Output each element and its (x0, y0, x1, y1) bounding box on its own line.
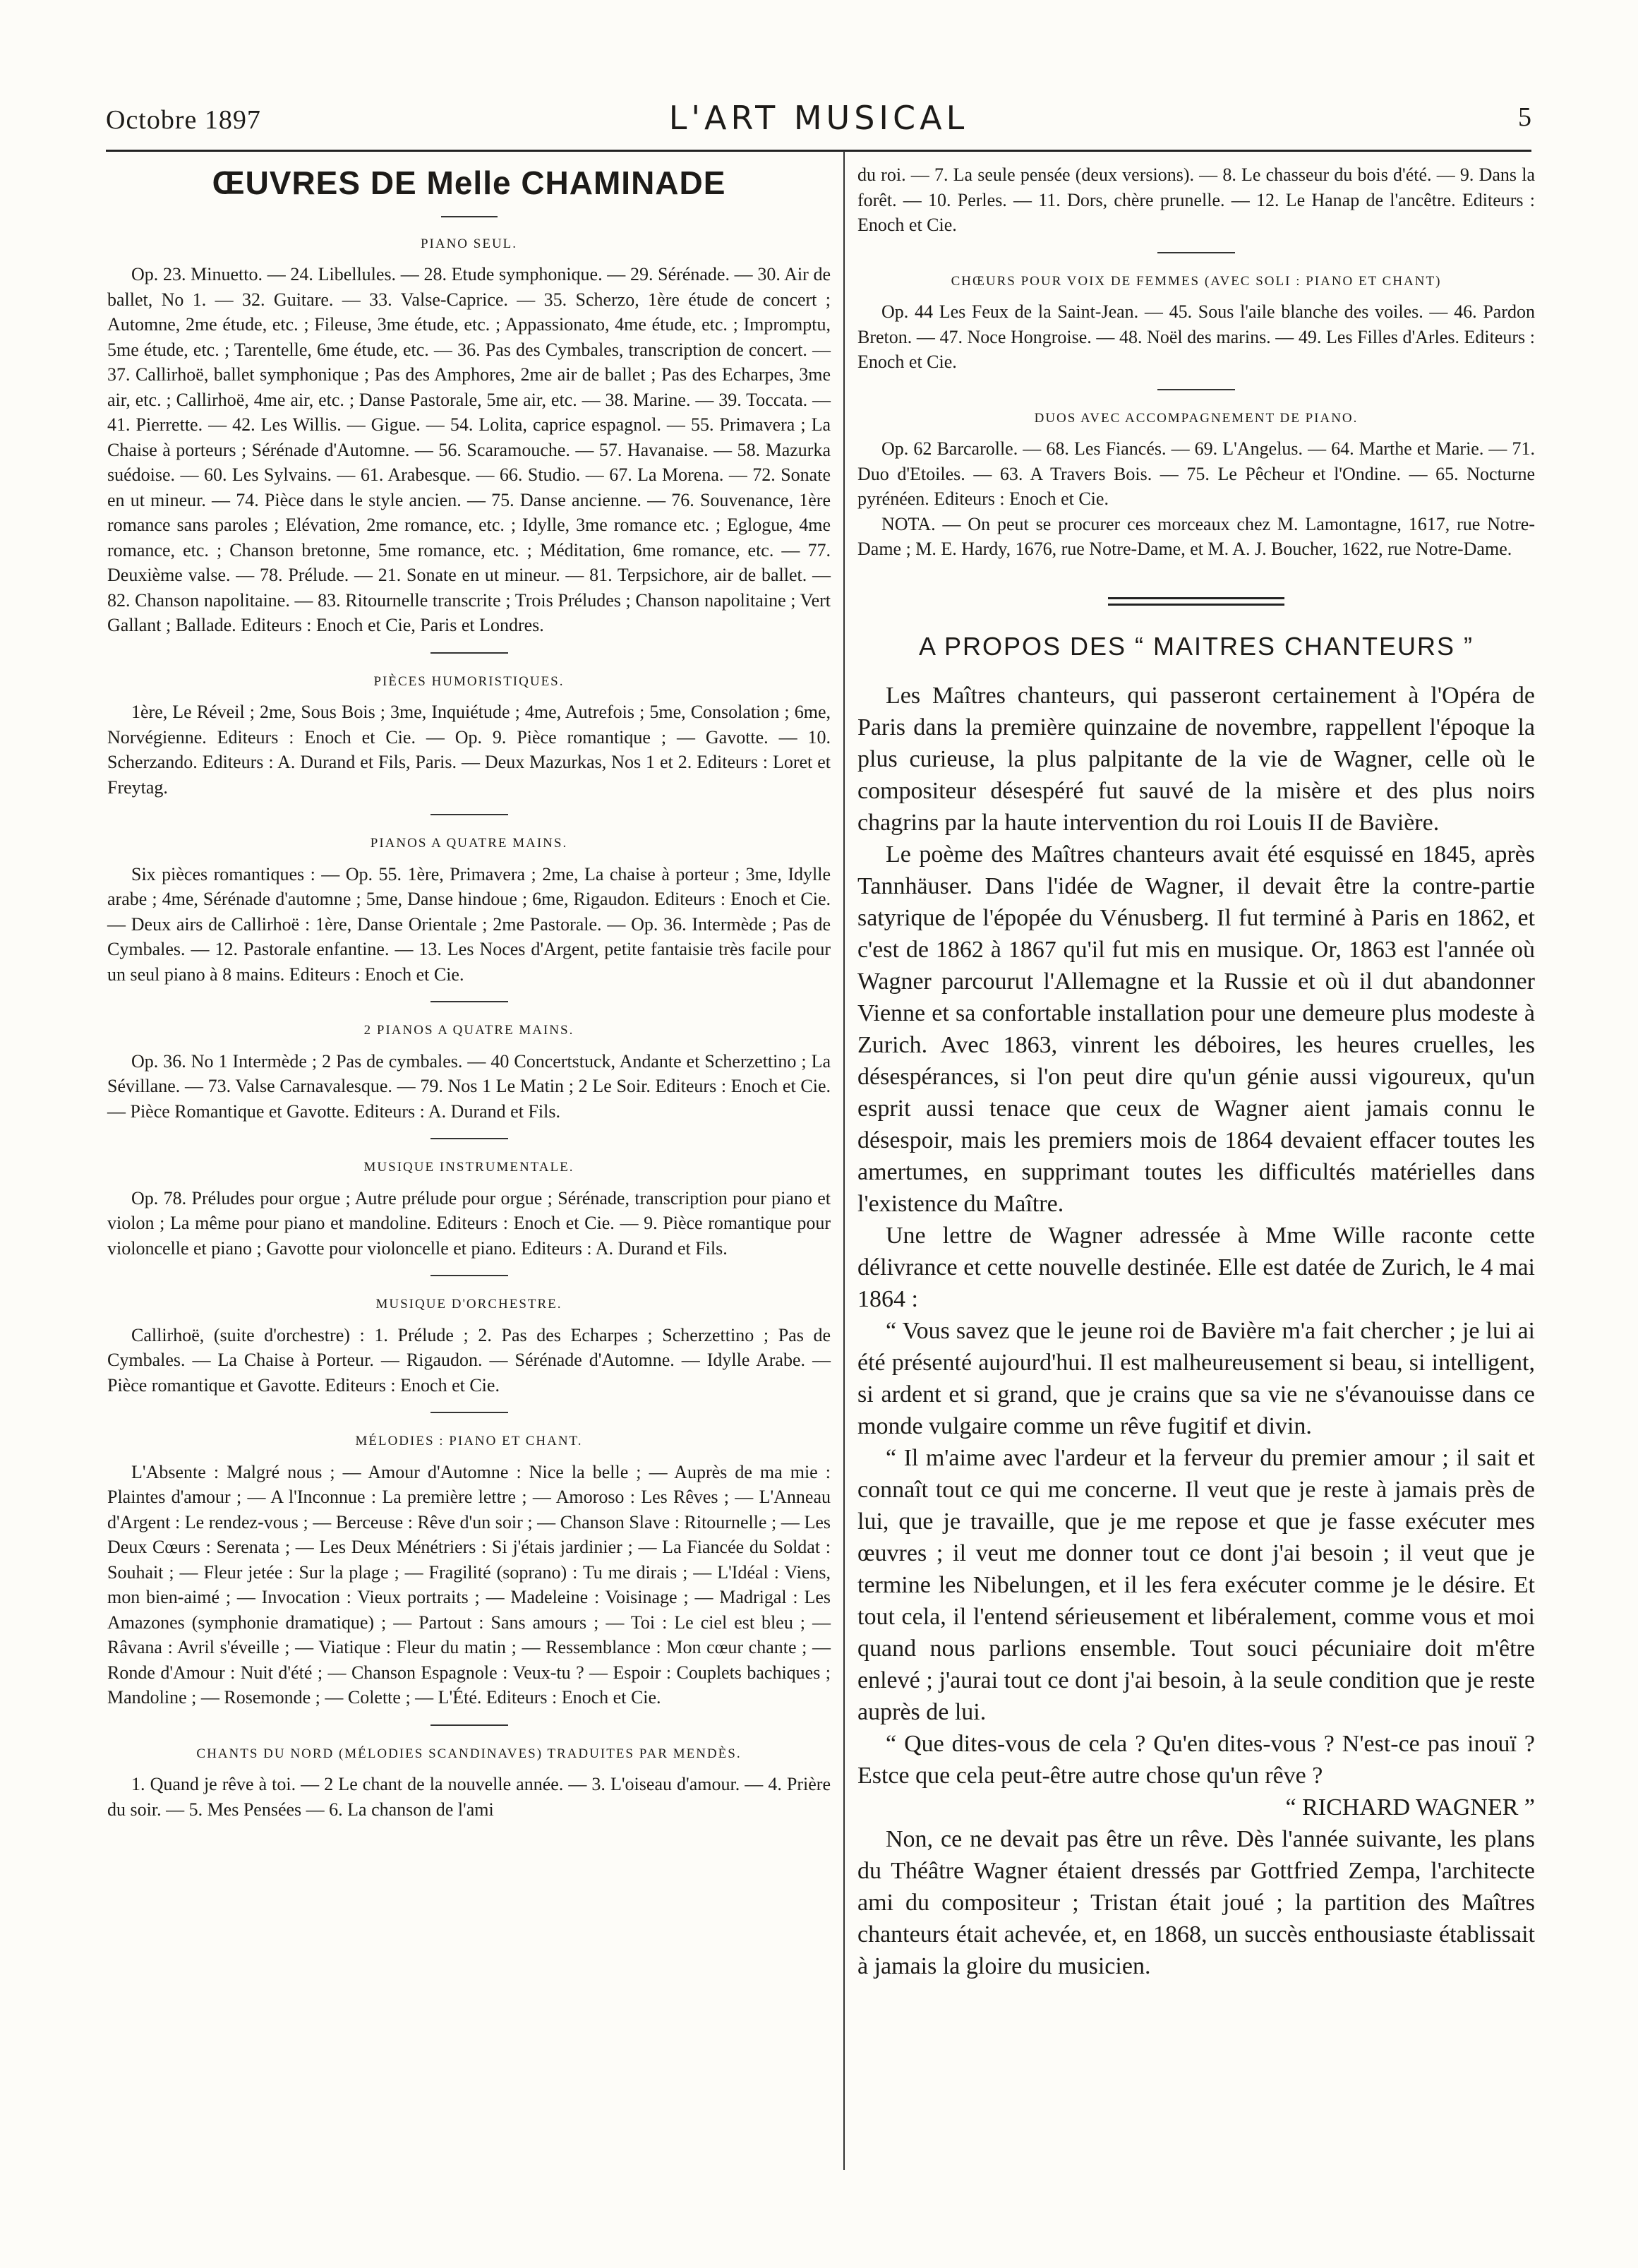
section-text: 1ère, Le Réveil ; 2me, Sous Bois ; 3me, Inquiétude ; 4me, Autrefois ; 5me, Consolation ; 6me, Norvégienne. Editeurs : Enoch et Cie. — Op. 9. Pièce romantique ; — Gavotte. — 10. Scherzando. Editeurs : A. Durand et Fils, Paris. — Deux Mazurkas, Nos 1 et 2. Editeurs : Loret et Freytag. (107, 702, 831, 798)
section-pieces-humoristiques (107, 669, 831, 800)
article-quote: “ Vous savez que le jeune roi de Bavière m'a fait chercher ; je lui ai été présenté aujourd'hui. Il est malheureusement si beau, si intelligent, si ardent et si grand, que je crains que sa vie ne s'évanouisse dans ce monde vulgaire comme un rêve fugitif et divin. (857, 1318, 1535, 1439)
works-title: ŒUVRES DE Melle CHAMINADE (212, 164, 726, 201)
section-musique-instrumentale (107, 1155, 831, 1261)
right-column (857, 162, 1535, 1982)
section-deux-pianos (107, 1018, 831, 1124)
section-text: Six pièces romantiques : — Op. 55. 1ère, Primavera ; 2me, La chaise à porteur ; 3me, Idylle arabe ; 4me, Sérénade d'automne ; 5me, Danse hindoue ; 6me, Rigaudon. Editeurs : Enoch et Cie. — Deux airs de Callirhoë : 1ère, Danse Orientale ; 2me Pastorale. — Op. 36. Intermède ; Pas de Cymbales. — 12. Pastorale enfantine. — 13. Les Noces d'Argent, petite fantaisie très facile pour un seul piano à 8 mains. Editeurs : Enoch et Cie. (107, 863, 831, 985)
article-separator (1108, 597, 1284, 606)
running-header (106, 99, 1531, 141)
left-column (107, 162, 831, 1822)
letter-signature: “ RICHARD WAGNER ” (1285, 1794, 1535, 1820)
section-text: Op. 62 Barcarolle. — 68. Les Fiancés. — 69. L'Angelus. — 64. Marthe et Marie. — 71. Duo d'Etoiles. — 63. A Travers Bois. — 75. Le Pêcheur et l'Ondine. — 65. Nocturne pyrénéen. Editeurs : Enoch et Cie. (857, 438, 1535, 509)
section-piano-seul (107, 232, 831, 638)
article-paragraph: Une lettre de Wagner adressée à Mme Wille raconte cette délivrance et cette nouvelle destinée. Elle est datée de Zurich, le 4 mai 1864 : (857, 1223, 1535, 1312)
section-text: Op. 44 Les Feux de la Saint-Jean. — 45. Sous l'aile blanche des voiles. — 46. Pardon Breton. — 47. Noce Hongroise. — 48. Noël des marins. — 49. Les Filles d'Arles. Editeurs : Enoch et Cie. (857, 301, 1535, 372)
issue-date: Octobre 1897 (106, 105, 261, 135)
section-text: Op. 23. Minuetto. — 24. Libellules. — 28. Etude symphonique. — 29. Sérénade. — 30. Air de ballet, No 1. — 32. Guitare. — 33. Valse-Caprice. — 35. Scherzo, 1ère étude de concert ; Automne, 2me étude, etc. ; Fileuse, 3me étude, etc. ; Appassionato, 4me étude, etc. ; Impromptu, 5me étude, etc. ; Tarentelle, 6me étude, etc. — 36. Pas des Cymbales, transcription de concert. — 37. Callirhoë, ballet symphonique ; Pas des Amphores, 2me air de ballet ; Pas des Echarpes, 3me air, etc. ; Callirhoë, 4me air, etc. ; Danse Pastorale, 5me air, etc. — 38. Marine. — 39. Toccata. — 41. Pierrette. — 42. Les Willis. — Gigue. — 54. Lolita, caprice espagnol. — 55. Primavera ; La Chaise à porteurs ; Sérénade d'Automne. — 56. Scaramouche. — 57. Havanaise. — 58. Mazurka suédoise. — 60. Les Sylvains. — 61. Arabesque. — 66. Studio. — 67. La Morena. — 72. Sonate en ut mineur. — 74. Pièce dans le style ancien. — 75. Danse ancienne. — 76. Souvenance, 1ère romance sans paroles ; Elévation, 2me romance, etc. ; Idylle, 3me romance etc. ; Eglogue, 4me romance, etc. ; Chanson bretonne, 5me romance, etc. ; Méditation, 6me romance, etc. — 77. Deuxième valse. — 78. Prélude. — 21. Sonate en ut mineur. — 81. Terpsichore, air de ballet. — 82. Chanson napolitaine. — 83. Ritournelle transcrite ; Trois Préludes ; Chanson napolitaine ; Vert Gallant ; Ballade. Editeurs : Enoch et Cie, Paris et Londres. (107, 264, 831, 635)
section-rule (430, 1001, 508, 1002)
article-title: A PROPOS DES “ MAITRES CHANTEURS ” (918, 631, 1474, 661)
section-title: PIANO SEUL. (420, 236, 518, 251)
section-melodies (107, 1429, 831, 1710)
section-duos (857, 406, 1535, 562)
page-number: 5 (1518, 102, 1531, 132)
section-rule (430, 1412, 508, 1413)
section-title: CHANTS DU NORD (MÉLODIES SCANDINAVES) TRADUITES PAR MENDÈS. (196, 1746, 742, 1761)
section-title: CHŒURS POUR VOIX DE FEMMES (AVEC SOLI : PIANO ET CHANT) (951, 273, 1442, 289)
title-rule (441, 216, 498, 217)
article-paragraph: Non, ce ne devait pas être un rêve. Dès l'année suivante, les plans du Théâtre Wagner étaient dressés par Gottfried Zempa, l'architecte ami du compositeur ; Tristan était joué ; la partition des Maîtres chanteurs était achevée, et, en 1868, un succès enthousiaste établissait à jamais la gloire du musicien. (857, 1826, 1535, 1979)
section-title: PIÈCES HUMORISTIQUES. (373, 673, 565, 689)
section-text: Callirhoë, (suite d'orchestre) : 1. Prélude ; 2. Pas des Echarpes ; Scherzettino ; Pas de Cymbales. — La Chaise à Porteur. — Rigaudon. — Sérénade d'Automne. — Idylle Arabe. — Pièce romantique et Gavotte. Editeurs : Enoch et Cie. (107, 1324, 831, 1396)
nota-text: NOTA. — On peut se procurer ces morceaux chez M. Lamontagne, 1617, rue Notre-Dame ; M. E. Hardy, 1676, rue Notre-Dame, et M. A. J. Boucher, 1622, rue Notre-Dame. (857, 513, 1535, 559)
section-text: Op. 36. No 1 Intermède ; 2 Pas de cymbales. — 40 Concertstuck, Andante et Scherzettino ; La Sévillane. — 73. Valse Carnavalesque. — 79. Nos 1 Le Matin ; 2 Le Soir. Editeurs : Enoch et Cie. — Pièce Romantique et Gavotte. Editeurs : A. Durand et Fils. (107, 1050, 831, 1122)
section-musique-orchestre (107, 1292, 831, 1398)
column-divider (843, 151, 845, 2170)
section-rule (430, 1138, 508, 1139)
section-choeurs (857, 269, 1535, 375)
article-body (857, 680, 1535, 1982)
section-quatre-mains (107, 831, 831, 987)
section-title: MÉLODIES : PIANO ET CHANT. (355, 1434, 583, 1448)
section-rule (430, 1275, 508, 1276)
article-quote: “ Que dites-vous de cela ? Qu'en dites-vous ? N'est-ce pas inouï ? Estce que cela peut-être autre chose qu'un rêve ? (857, 1731, 1535, 1789)
section-text: L'Absente : Malgré nous ; — Amour d'Automne : Nice la belle ; — Auprès de ma mie : Plaintes d'amour ; — A l'Inconnue : La première lettre ; — Amoroso : Les Rêves ; — L'Anneau d'Argent : Le rendez-vous ; — Berceuse : Rêve d'un soir ; — Chanson Slave : Ritournelle ; — Les Deux Cœurs : Serenata ; — Les Deux Ménétriers : Si j'étais jardinier ; — La Fiancée du Soldat : Souhait ; — Fleur jetée : Sur la plage ; — Fragilité (soprano) : Tu me dirais ; — L'Idéal : Viens, mon bien-aimé ; — Invocation : Vieux portraits ; — Madeleine : Voisinage ; — Madrigal : Les Amazones (symphonie dramatique) ; — Partout : Sans amours ; — Toi : Le ciel est bleu ; — Râvana : Avril s'éveille ; — Viatique : Fleur du matin ; — Ressemblance : Mon cœur chante ; — Ronde d'Amour : Nuit d'été ; — Chanson Espagnole : Veux-tu ? — Espoir : Couplets bachiques ; Mandoline ; — Rosemonde ; — Colette ; — L'Été. Editeurs : Enoch et Cie. (107, 1461, 831, 1708)
article-paragraph: Les Maîtres chanteurs, qui passeront certainement à l'Opéra de Paris dans la première quinzaine de novembre, rappellent l'époque la plus curieuse, la plus palpitante de la vie de Wagner, celle où le compositeur désespéré fut sauvé de la misère et des plus noirs chagrins par la haute intervention du roi Louis II de Bavière. (857, 683, 1535, 836)
section-title: 2 PIANOS A QUATRE MAINS. (363, 1023, 574, 1038)
section-rule (430, 1724, 508, 1726)
continuation-text: du roi. — 7. La seule pensée (deux versions). — 8. Le chasseur du bois d'été. — 9. Dans la forêt. — 10. Perles. — 11. Dors, chère prunelle. — 12. Le Hanap de l'ancêtre. Editeurs : Enoch et Cie. (857, 164, 1535, 235)
section-rule (1157, 252, 1235, 253)
header-rule (106, 150, 1531, 152)
section-chants-du-nord (107, 1741, 831, 1823)
section-title: MUSIQUE D'ORCHESTRE. (375, 1297, 562, 1312)
section-rule (1157, 389, 1235, 390)
section-rule (430, 652, 508, 654)
section-text: 1. Quand je rêve à toi. — 2 Le chant de la nouvelle année. — 3. L'oiseau d'amour. — 4. Prière du soir. — 5. Mes Pensées — 6. La chanson de l'ami (107, 1774, 831, 1820)
section-text: Op. 78. Préludes pour orgue ; Autre prélude pour orgue ; Sérénade, transcription pour piano et violon ; La même pour piano et mandoline. Editeurs : Enoch et Cie. — 9. Pièce romantique pour violoncelle et piano ; Gavotte pour violoncelle et piano. Editeurs : A. Durand et Fils. (107, 1187, 831, 1259)
section-title: PIANOS A QUATRE MAINS. (370, 836, 568, 851)
article-paragraph: Le poème des Maîtres chanteurs avait été esquissé en 1845, après Tannhäuser. Dans l'idée de Wagner, il devait être la contre-partie satyrique de l'épopée du Vénusberg. Il fut terminé à Paris en 1862, et c'est de 1862 à 1867 qu'il fut mis en musique. Or, 1863 est l'année où Wagner parcourut l'Allemagne et la Russie et où il dut abandonner Vienne et sa confortable installation pour une demeure plus modeste à Zurich. Avec 1863, vinrent les déboires, les heures cruelles, les désespérances, si l'on peut dire qu'un génie aussi vigoureux, qu'un esprit aussi tenace que ceux de Wagner aient jamais connu le désespoir, mais les premiers mois de 1864 devaient effacer toutes les amertumes, en supprimant toutes les difficultés matérielles dans l'existence du Maître. (857, 841, 1535, 1217)
section-rule (430, 814, 508, 815)
article-quote: “ Il m'aime avec l'ardeur et la ferveur du premier amour ; il sait et connaît tout ce qui me concerne. Il veut que je reste à jamais près de lui, que je travaille, que je me repose et que je fasse exécuter mes œuvres ; il veut me donner tout ce dont j'ai besoin ; il veut que je termine les Nibelungen, et il les fera exécuter comme je le désire. Et tout cela, il l'entend sérieusement et libéralement, comme vous et moi quand nous parlions ensemble. Tout souci pécuniaire doit m'être enlevé ; j'aurai tout ce dont j'ai besoin, à la seule condition que je reste auprès de lui. (857, 1445, 1535, 1725)
journal-title: L'ART MUSICAL (668, 99, 969, 137)
section-title: DUOS AVEC ACCOMPAGNEMENT DE PIANO. (1034, 410, 1359, 426)
section-title: MUSIQUE INSTRUMENTALE. (363, 1160, 574, 1175)
